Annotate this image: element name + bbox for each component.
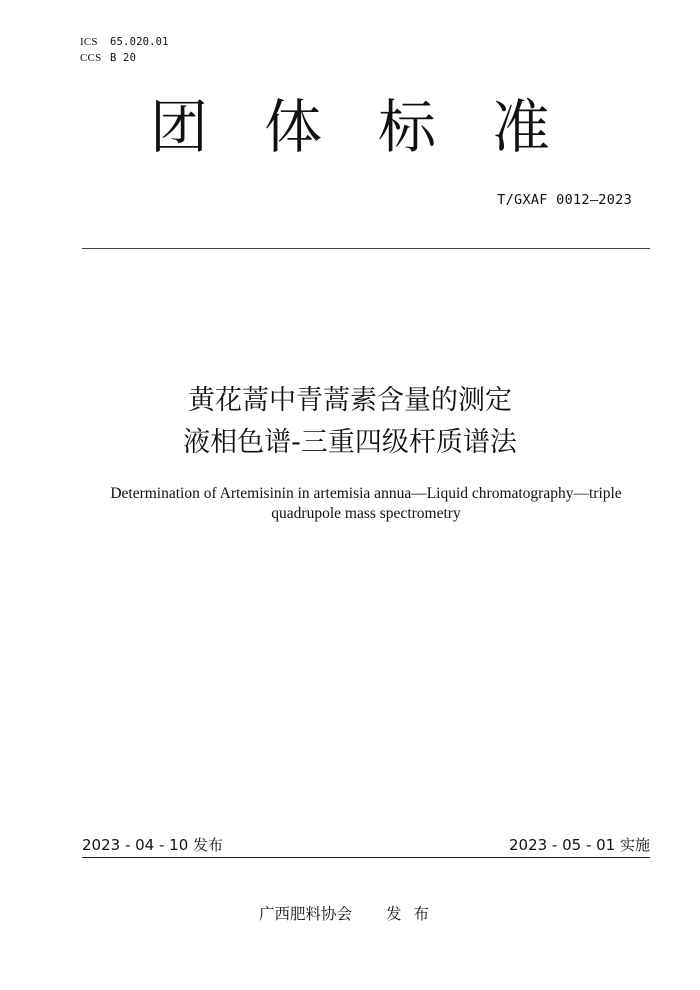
implementation-date: 2023 - 05 - 01 实施 xyxy=(508,836,650,854)
date-row xyxy=(82,834,650,856)
english-title xyxy=(70,484,662,524)
ics-code xyxy=(80,34,169,50)
classification-codes xyxy=(80,34,169,66)
issue-date: 2023 - 04 - 10 发布 xyxy=(82,836,224,854)
standard-type-heading: 团体标准 xyxy=(149,93,606,161)
header-divider xyxy=(82,248,650,249)
standard-number: T/GXAF 0012—2023 xyxy=(497,192,632,208)
english-title-line-2: quadrupole mass spectrometry xyxy=(271,505,461,522)
ccs-code xyxy=(80,50,169,66)
ccs-label: CCS xyxy=(80,52,102,64)
ics-value: 65.020.01 xyxy=(110,36,169,48)
english-title-line-1: Determination of Artemisinin in artemisia annua—Liquid chromatography—triple xyxy=(110,485,622,502)
publisher-organization: 广西肥料协会 xyxy=(258,905,352,923)
publisher-line xyxy=(0,903,700,925)
ccs-value: B 20 xyxy=(110,52,137,64)
footer-divider xyxy=(82,857,650,858)
ics-label: ICS xyxy=(80,36,98,48)
publish-action: 发布 xyxy=(386,905,442,923)
chinese-title xyxy=(0,380,700,464)
chinese-title-line-2: 液相色谱-三重四级杆质谱法 xyxy=(183,427,517,458)
chinese-title-line-1: 黄花蒿中青蒿素含量的测定 xyxy=(188,385,512,416)
